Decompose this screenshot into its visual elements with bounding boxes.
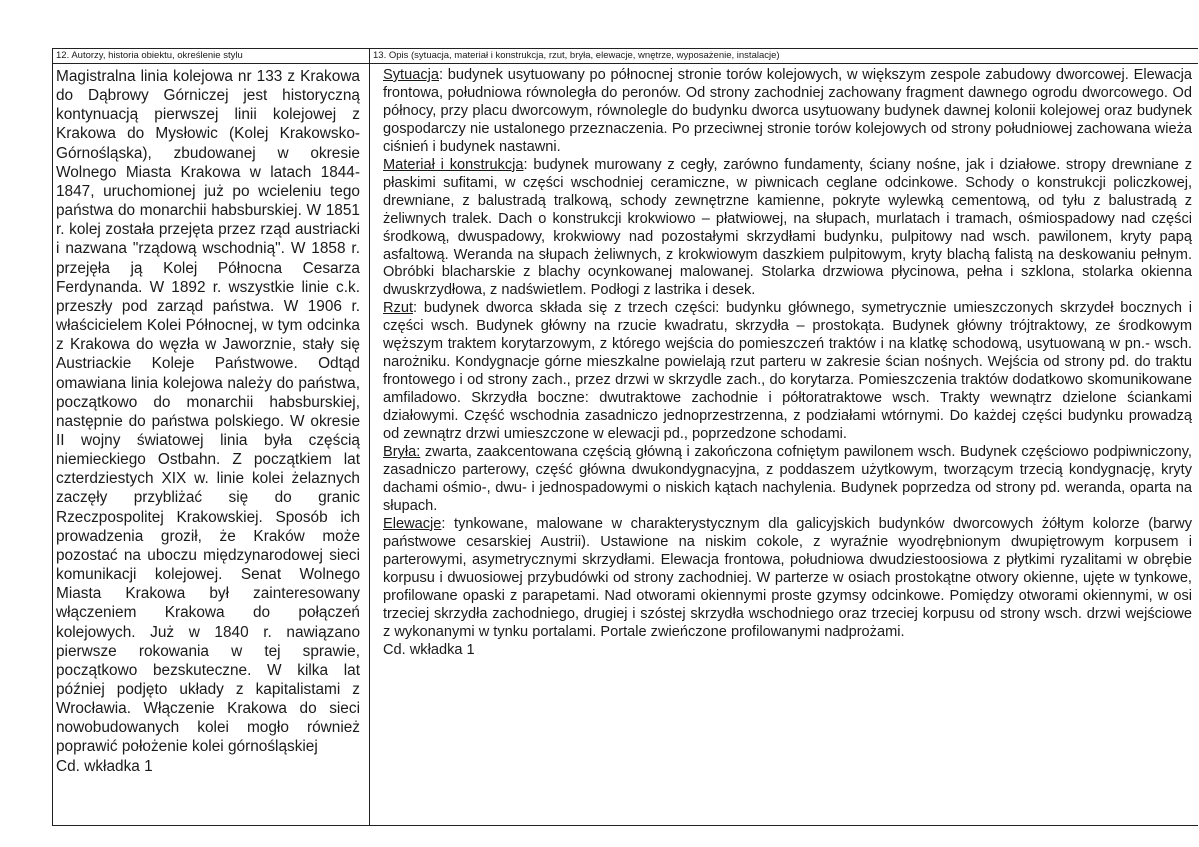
description-column	[370, 49, 1198, 825]
section-text: : tynkowane, malowane w charakterystycznym dla galicyjskich budynków dworcowych żółtym kolorze (barwy państwowe cesarskiej Austrii). Ustawione na niskim cokole, z wyraźnie wyodrębnionym dwupiętrowym korpusem i parterowymi, asymetrycznymi skrzydłami. Elewacja frontowa, południowa dwudziestoosiowa z płytkimi ryzalitami w obrębie korpusu i dwuosiowej przybudówki od strony zachodniej. W parterze w osiach prostokątne otwory okienne, ujęte w tynkowe, profilowane opaski z parapetami. Nad otworami okiennymi proste gzymsy odcinkowe. Pomiędzy otworami okiennymi, w osi trzeciej skrzydła zachodniego, drugiej i szóstej skrzydła wschodniego oraz trzeciej korpusu od strony wsch. drzwi wejściowe z wykonanymi w tynku portalami. Portale zwieńczone profilowanymi nadprożami.	[383, 515, 1192, 640]
section-text: : budynek dworca składa się z trzech części: budynku głównego, symetrycznie umieszczonych skrzydeł bocznych i części wsch. Budynek główny na rzucie kwadratu, skrzydła – prostokąta. Budynek główny trójtraktowy, ze środkowym węższym traktem korytarzowym, z którego wejścia do pomieszczeń traktów i na klatkę schodową, usytuowaną w pn.- wsch. narożniku. Kondygnacje górne mieszkalne powielają rzut parteru w zakresie ścian nośnych. Wejścia od strony pd. do traktu frontowego i od strony zach., przez drzwi w skrzydle zach., do korytarza. Pomieszczenia traktów dodatkowo skomunikowane amfiladowo. Skrzydła boczne: dwutraktowe zachodnie i półtoratraktowe wsch. Trakty wewnątrz dzielone ściankami działowymi. Część wschodnia zasadniczo jednoprzestrzenna, z podziałami wtórnymi. Do każdej części budynku prowadzą od zewnątrz drzwi umieszczone w elewacji pd., poprzedzone schodami.	[383, 300, 1192, 443]
description-header: 13. Opis (sytuacja, materiał i konstrukcja, rzut, bryła, elewacje, wnętrze, wyposażenie, instalacje)	[370, 49, 1198, 64]
section-facades	[383, 516, 1192, 642]
section-label: Bryła:	[383, 444, 421, 461]
history-continuation: Cd. wkładka 1	[56, 757, 153, 775]
description-body	[370, 64, 1198, 659]
section-label: Elewacje	[383, 515, 442, 532]
form-sheet	[52, 48, 1198, 826]
history-body	[53, 64, 369, 776]
section-text: zwarta, zaakcentowana częścią główną i zakończona cofniętym pawilonem wsch. Budynek częściowo podpiwniczony, zasadniczo parterowy, część główna dwukondygnacyjna, z poddaszem użytkowym, tworzącym trzecią kondygnację, kryty dachami ośmio-, dwu- i jednospadowymi o niskich kątach nachylenia. Budynek poprzedza od strony pd. weranda, oparta na słupach.	[383, 444, 1192, 514]
section-situation	[383, 67, 1192, 157]
section-massing	[383, 444, 1192, 516]
section-label: Rzut	[383, 300, 414, 317]
description-continuation: Cd. wkładka 1	[383, 641, 475, 658]
section-label: Sytuacja	[383, 67, 439, 83]
history-column	[53, 49, 370, 825]
history-header: 12. Autorzy, historia obiektu, określenie stylu	[53, 49, 369, 64]
section-text: : budynek murowany z cegły, zarówno fundamenty, ściany nośne, jak i działowe. stropy drewniane z płaskimi sufitami, w części wschodniej ceramiczne, w piwnicach ceglane odcinkowe. Schody o konstrukcji policzkowej, drewniane, z balustradą tralkową, schody zewnętrzne kamienne, pokryte wylewką cementową, od tyłu z balustradą z żeliwnych tralek. Dach o konstrukcji krokwiowo – płatwiowej, na słupach, murlatach i tramach, ośmiospadowy nad części środkową, dwuspadowy, krokwiowy nad pozostałymi skrzydłami budynku, pulpitowy nad wsch. pawilonem, kryty papą asfaltową. Weranda na słupach żeliwnych, z krokwiowym daszkiem pulpitowym, kryty blachą falistą na deskowaniu pełnym. Obróbki blacharskie z blachy ocynkowanej malowanej. Stolarka drzwiowa płycinowa, pełna i szklona, stolarka okienna dwuskrzydłowa, z nadświetlem. Podłogi z lastrika i desek.	[383, 156, 1192, 299]
history-text: Magistralna linia kolejowa nr 133 z Krakowa do Dąbrowy Górniczej jest historyczną kontynuacją pierwszej linii kolejowej z Krakowa do Mysłowic (Kolej Krakowsko-Górnośląska), zbudowanej w okresie Wolnego Miasta Krakowa w latach 1844-1847, uruchomionej już po wcieleniu tego państwa do monarchii habsburskiej. W 1851 r. kolej została przejęta przez rząd austriacki i nazwana "rządową wschodnią". W 1858 r. przejęła ją Kolej Północna Cesarza Ferdynanda. W 1892 r. wszystkie linie c.k. przeszły pod zarząd państwa. W 1906 r. właścicielem Kolei Północnej, w tym odcinka z Krakowa do węzła w Jaworznie, stały się Austriackie Koleje Państwowe. Odtąd omawiana linia kolejowa należy do państwa, początkowo do monarchii habsburskiej, następnie do państwa polskiego. W okresie II wojny światowej linia była częścią niemieckiego Ostbahn. Z początkiem lat czterdziestych XIX w. linie kolei żelaznych zaczęły przybliżać się do granic Rzeczpospolitej Krakowskiej. Sposób ich prowadzenia groził, że Kraków może pozostać na uboczu międzynarodowej sieci komunikacji kolejowej. Senat Wolnego Miasta Krakowa był zainteresowany włączeniem Krakowa do połączeń kolejowych. Już w 1840 r. nawiązano pierwsze rokowania w tej sprawie, początkowo bezskuteczne. W kilka lat później podjęto układy z kapitalistami z Wrocławia. Włączenie Krakowa do sieci nowobudowanych kolei mogło również poprawić położenie kolei górnośląskiej	[56, 68, 360, 756]
section-plan	[383, 300, 1192, 444]
section-label: Materiał i konstrukcja	[383, 156, 524, 173]
section-material	[383, 157, 1192, 301]
section-text: : budynek usytuowany po północnej stronie torów kolejowych, w większym zespole zabudowy dworcowej. Elewacja frontowa, południowa równoległa do peronów. Od strony zachodniej zachowany fragment dawnego ogrodu dworcowego. Od północy, przy placu dworcowym, równolegle do budynku dworca usytuowany budynek dawnej kolonii kolejowej oraz budynek gospodarczy nie ustalonego przeznaczenia. Po przeciwnej stronie torów kolejowych od strony południowej zachowana wieża ciśnień i budynek nastawni.	[383, 67, 1192, 155]
